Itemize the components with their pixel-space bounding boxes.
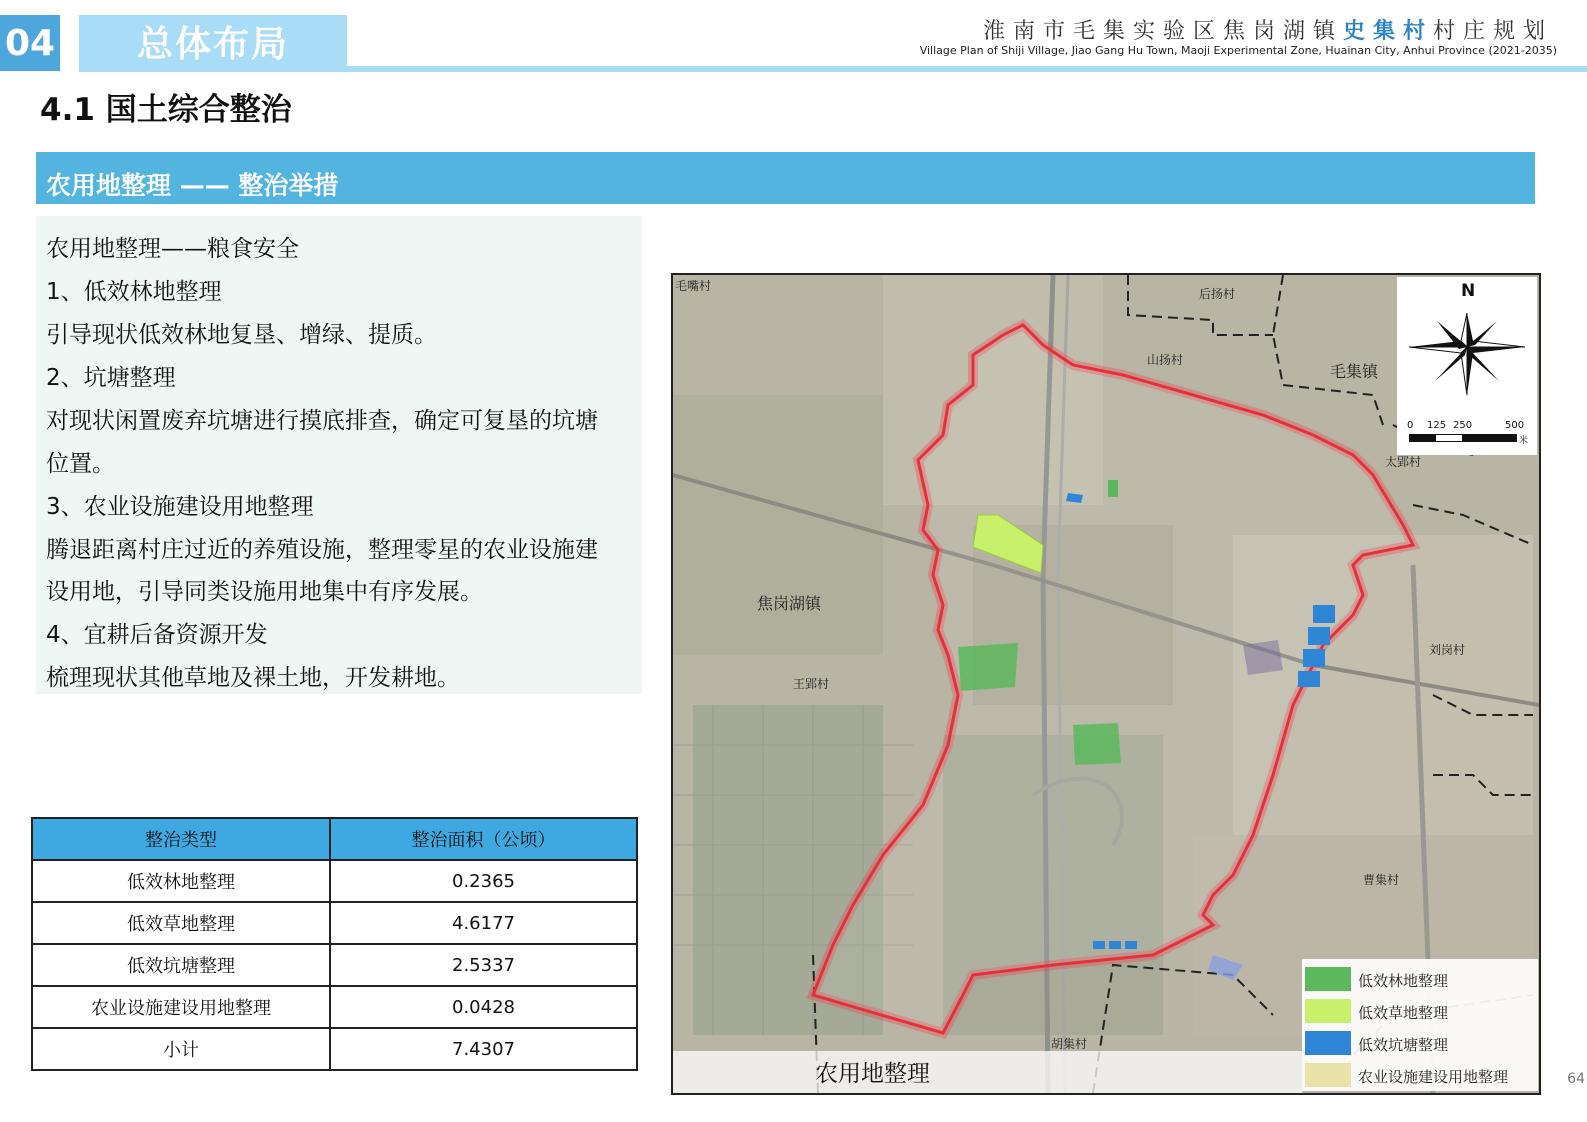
section-number: 04 [0, 15, 60, 71]
measure-text-pond: 对现状闲置废弃坑塘进行摸底排查，确定可复垦的坑塘 [46, 408, 598, 434]
scale-tick: 250 [1453, 420, 1473, 431]
scale-tick: 500 [1505, 420, 1525, 431]
scale-tick: 125 [1427, 420, 1447, 431]
land-remediation-map [671, 273, 1541, 1095]
topic-banner-text: 农用地整理 —— 整治举措 [46, 171, 339, 200]
table-cell-area: 0.0428 [330, 986, 637, 1028]
table-cell-type: 小计 [32, 1028, 330, 1070]
place-label: 曹集村 [1363, 873, 1400, 887]
table-cell-type: 低效草地整理 [32, 902, 330, 944]
place-label: 刘岗村 [1429, 643, 1466, 657]
legend-label: 低效草地整理 [1358, 1004, 1449, 1022]
table-cell-area: 4.6177 [330, 902, 637, 944]
measures-heading: 农用地整理——粮食安全 [46, 236, 299, 262]
measure-text-reserve: 梳理现状其他草地及裸土地，开发耕地。 [46, 665, 460, 691]
table-header-row [32, 818, 637, 860]
section-title: 总体布局 [79, 15, 347, 67]
table-cell-type: 低效林地整理 [32, 860, 330, 902]
table-cell-area: 7.4307 [330, 1028, 637, 1070]
north-label: N [1461, 281, 1476, 301]
table-row [32, 986, 637, 1028]
place-label: 后扬村 [1199, 287, 1236, 301]
legend-label: 农业设施建设用地整理 [1358, 1068, 1509, 1086]
place-label: 胡集村 [1051, 1037, 1088, 1051]
measure-title-reserve: 4、宜耕后备资源开发 [46, 622, 268, 648]
legend-swatch-pond [1305, 1031, 1351, 1055]
scale-bar [1409, 434, 1517, 442]
legend-swatch-facility [1305, 1063, 1351, 1087]
measure-text-facility-cont: 设用地，引导同类设施用地集中有序发展。 [46, 579, 483, 605]
legend-label: 低效坑塘整理 [1358, 1036, 1449, 1054]
scale-unit: 米 [1519, 436, 1529, 446]
scale-tick: 0 [1407, 420, 1414, 431]
table-header-area: 整治面积（公顷） [330, 818, 637, 860]
map-legend [1302, 959, 1538, 1091]
map-caption: 农用地整理 [815, 1061, 930, 1087]
legend-label: 低效林地整理 [1358, 972, 1449, 990]
plan-title-english: Village Plan of Shiji Village, Jiao Gang Hu Town, Maoji Experimental Zone, Huainan City, Anhui Province (2021-2035) [919, 44, 1557, 57]
place-label: 毛集镇 [1330, 362, 1379, 381]
plan-title-highlight: 史集村 [1342, 18, 1433, 44]
table-row [32, 902, 637, 944]
compass-rose-icon [1397, 297, 1537, 427]
table-cell-area: 0.2365 [330, 860, 637, 902]
place-label: 太郢村 [1385, 455, 1422, 469]
plan-title-prefix: 淮南市毛集实验区焦岗湖镇 [982, 19, 1343, 44]
place-label: 王郢村 [793, 677, 830, 691]
table-cell-type: 农业设施建设用地整理 [32, 986, 330, 1028]
legend-swatch-grass [1305, 999, 1351, 1023]
table-row [32, 944, 637, 986]
measure-text-forest: 引导现状低效林地复垦、增绿、提质。 [46, 322, 437, 348]
measure-title-forest: 1、低效林地整理 [46, 279, 222, 305]
table-cell-type: 低效坑塘整理 [32, 944, 330, 986]
page-number: 64 [1567, 1071, 1585, 1087]
table-row-subtotal [32, 1028, 637, 1070]
map-caption-background [673, 1051, 1302, 1093]
measure-title-pond: 2、坑塘整理 [46, 365, 176, 391]
north-arrow-box [1397, 277, 1537, 455]
header-rule [79, 66, 1587, 72]
plan-title-suffix: 村庄规划 [1432, 19, 1553, 44]
table-header-type: 整治类型 [32, 818, 330, 860]
subsection-title: 4.1 国土综合整治 [40, 92, 292, 128]
place-label: 毛嘴村 [675, 279, 712, 293]
measure-text-pond-cont: 位置。 [46, 451, 115, 477]
table-row [32, 860, 637, 902]
legend-swatch-forest [1305, 967, 1351, 991]
table-cell-area: 2.5337 [330, 944, 637, 986]
plan-title [983, 14, 1553, 45]
remediation-table [31, 817, 638, 1071]
place-label: 焦岗湖镇 [757, 594, 822, 613]
place-label: 山扬村 [1147, 353, 1184, 367]
measure-text-facility: 腾退距离村庄过近的养殖设施，整理零星的农业设施建 [46, 537, 598, 563]
measure-title-facility: 3、农业设施建设用地整理 [46, 494, 314, 520]
